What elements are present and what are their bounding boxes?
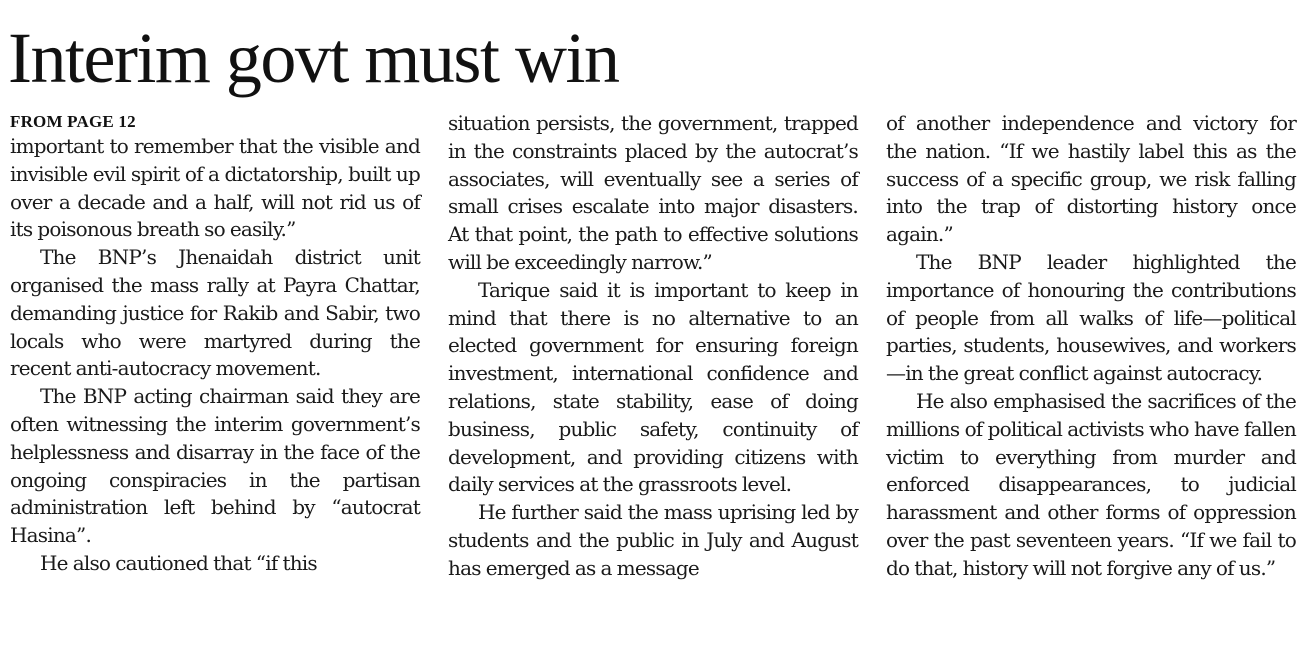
article-column-2: [448, 110, 858, 583]
paragraph: situation persists, the government, trapped in the constraints placed by the autocrat’s associates, will eventually see a series of small crises escalate into major disasters. At that point, the path to effective solutions will be exceedingly narrow.”: [448, 111, 858, 274]
paragraph: Tarique said it is important to keep in mind that there is no alternative to an elected government for ensuring foreign investment, international confidence and relations, state stability, ease of doing business, public safety, continuity of development, and providing citizens with daily services at the grassroots level.: [448, 277, 858, 497]
article-column-3: [886, 110, 1296, 583]
paragraph: The BNP leader highlighted the importance of honouring the contributions of people from all walks of life—political parties, students, housewives, and workers—in the great conflict against autocracy.: [886, 249, 1296, 386]
paragraph: important to remember that the visible and invisible evil spirit of a dictatorship, built up over a decade and a half, will not rid us of its poisonous breath so easily.”: [10, 134, 420, 242]
paragraph: of another independence and victory for the nation. “If we hastily label this as the success of a specific group, we risk falling into the trap of distorting history once again.”: [886, 111, 1296, 247]
article-column-1: [10, 110, 420, 578]
paragraph: He also cautioned that “if this: [40, 550, 317, 575]
headline: Interim govt must win: [8, 18, 619, 98]
continued-from-label: FROM PAGE 12: [10, 112, 136, 131]
paragraph: The BNP acting chairman said they are often witnessing the interim government’s helplessness and disarray in the face of the ongoing conspiracies in the partisan administration left behind by “autocrat Hasina”.: [10, 384, 420, 548]
paragraph: The BNP’s Jhenaidah district unit organised the mass rally at Payra Chattar, demanding justice for Rakib and Sabir, two locals who were martyred during the recent anti-autocracy movement.: [10, 245, 420, 381]
paragraph: He also emphasised the sacrifices of the millions of political activists who have fallen victim to everything from murder and enforced disappearances, to judicial harassment and other forms of oppression over the past seventeen years. “If we fail to do that, history will not forgive any of us.”: [886, 388, 1296, 580]
paragraph: He further said the mass uprising led by students and the public in July and August has emerged as a message: [448, 500, 858, 580]
